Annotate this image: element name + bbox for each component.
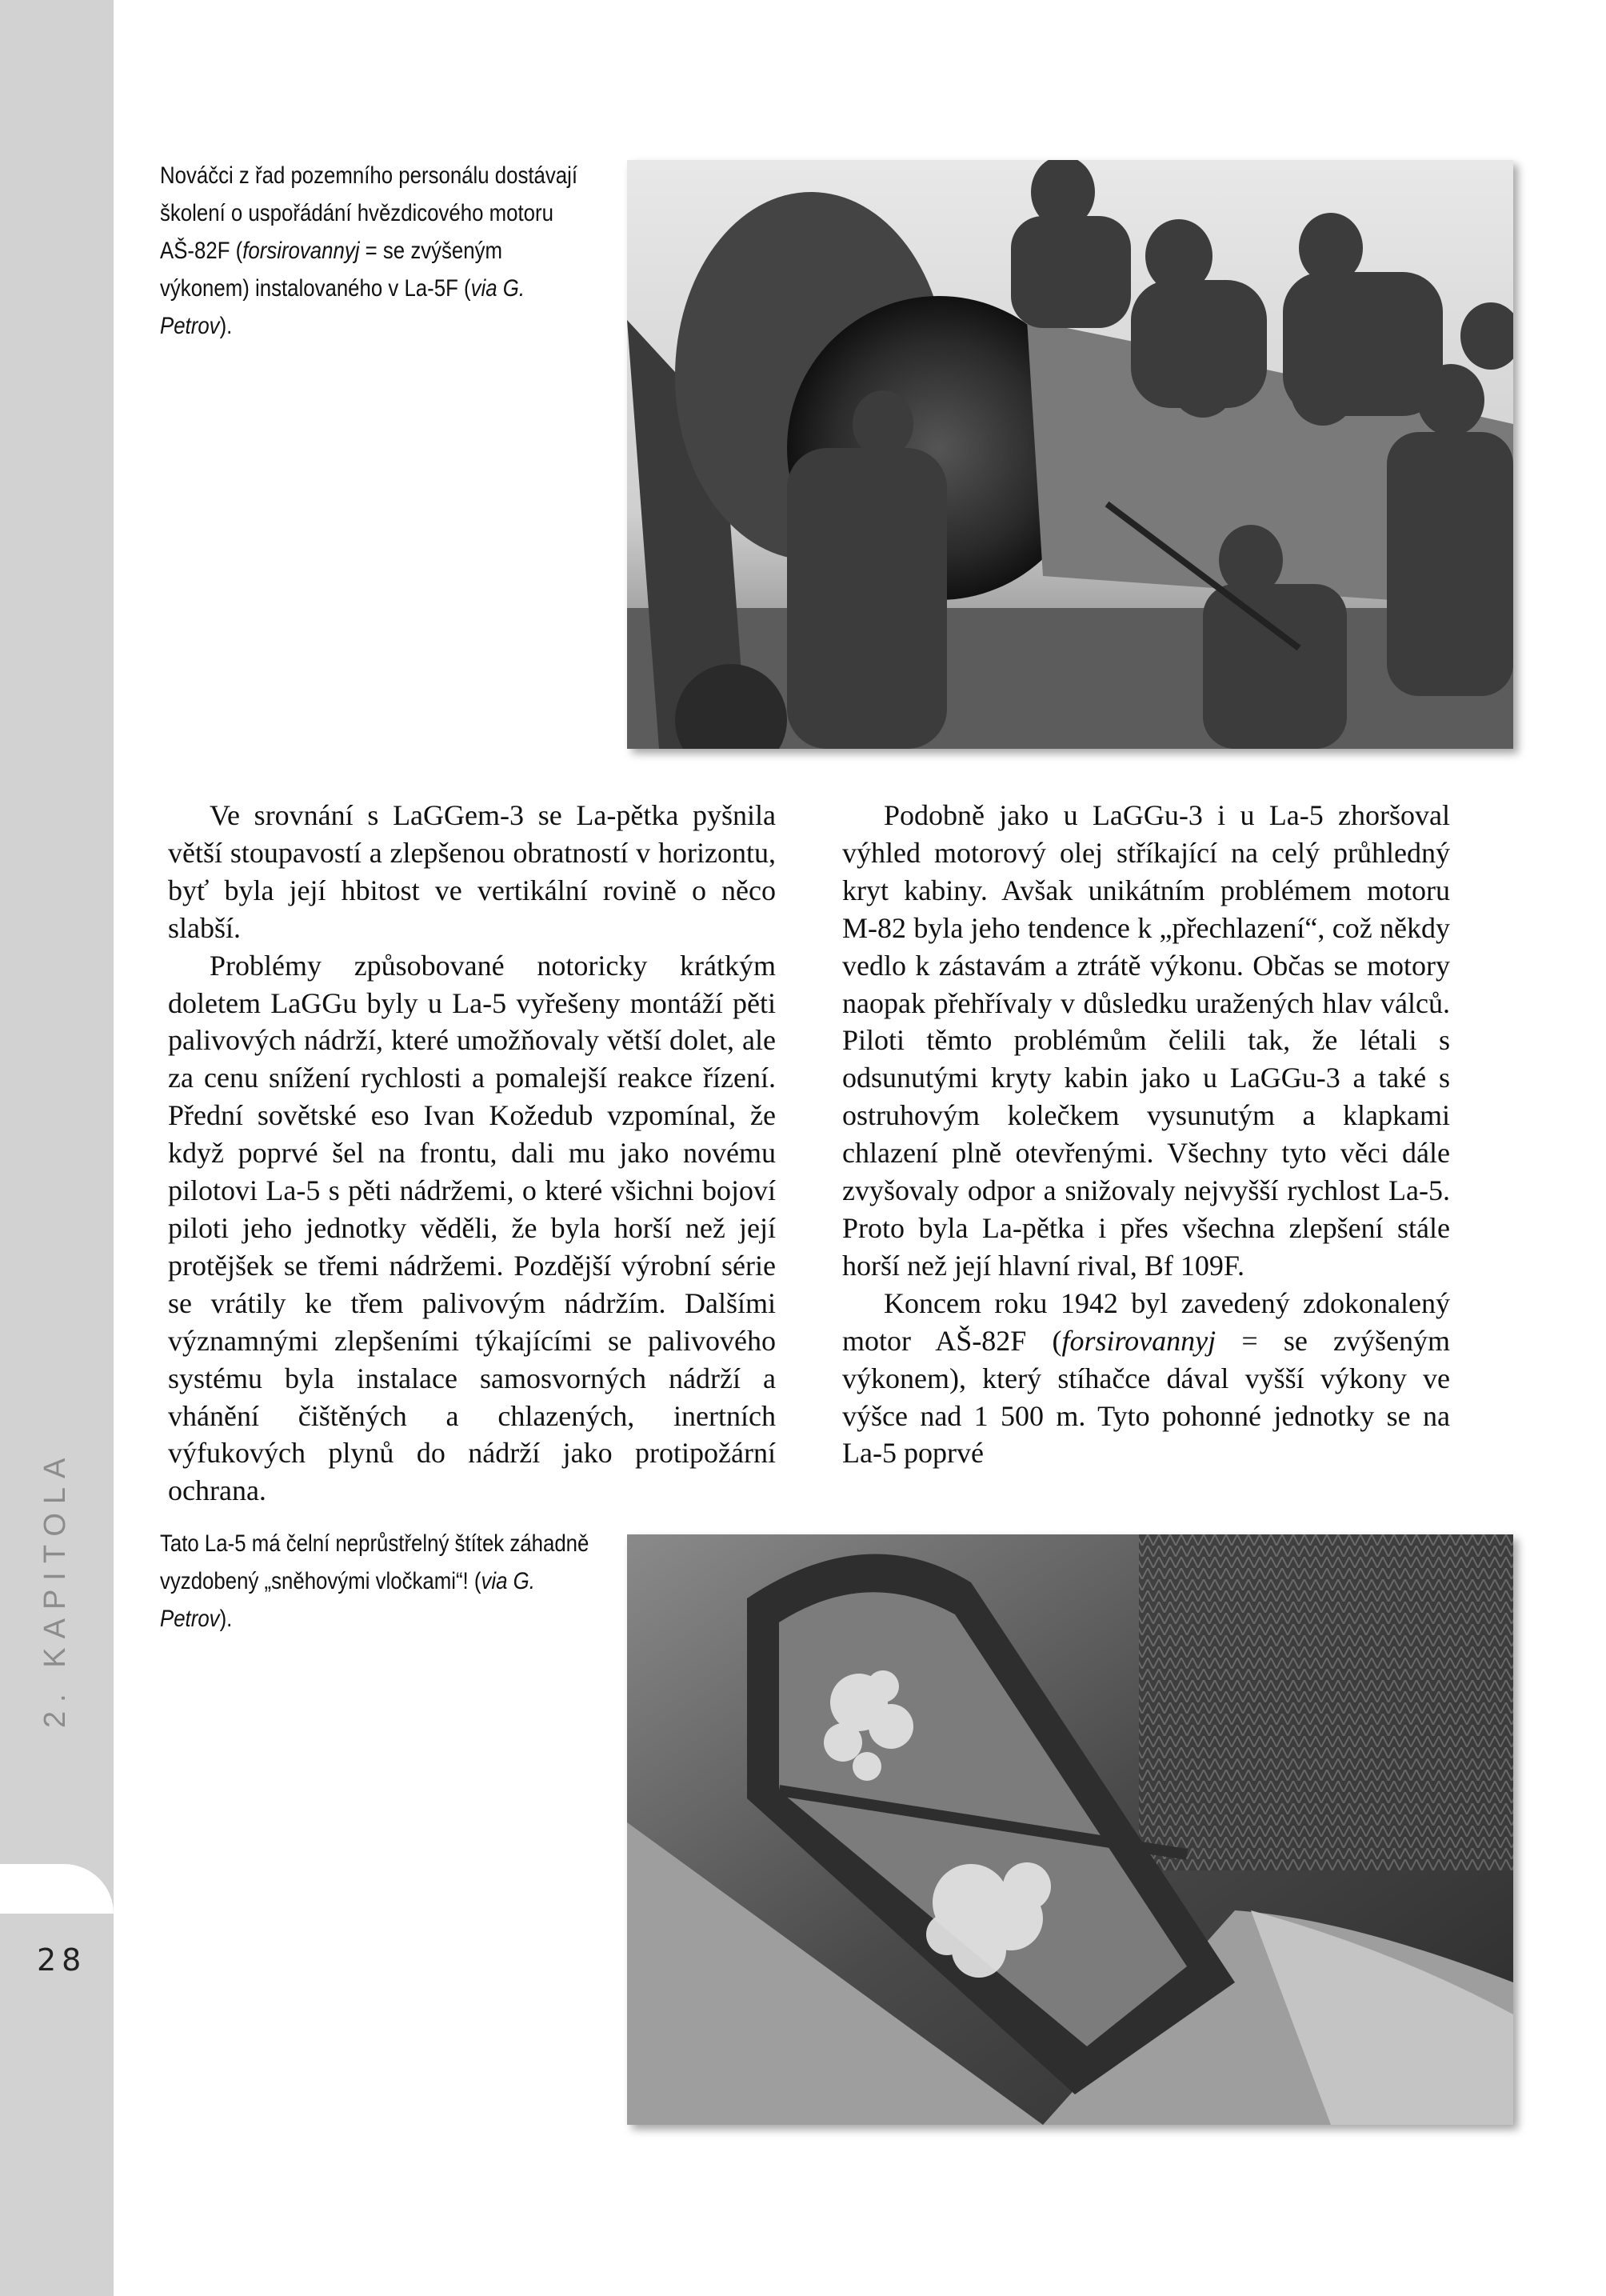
paragraph: Koncem roku 1942 byl zavedený zdokonalený motor AŠ-82F (forsirovannyj = se zvýšeným výkonem), který stíhačce dával vyšší výkony ve výšce nad 1 500 m. Tyto pohonné jednotky se na La-5 poprvé [842, 1286, 1450, 1470]
paragraph: Podobně jako u LaGGu-3 i u La-5 zhoršoval výhled motorový olej stříkající na celý průhledný kryt kabiny. Avšak unikátním problémem motoru M-82 byla jeho tendence k „přechlazení“, což někdy vedlo k zástavám a ztrátě výkonu. Občas se motory naopak přehřívaly v důsledku uražených hlav válců. Piloti těmto problémům čelili tak, že létali s odsunutými kryty kabin jako u LaGGu-3 a také s ostruhovým kolečkem vysunutým a klapkami chlazení plně otevřenými. Všechny tyto věci dále zvyšovaly odpor a snižovaly nejvyšší rychlost La-5. Proto byla La-pětka i přes všechna zlepšení stále horší než její hlavní rival, Bf 109F. [842, 799, 1450, 1282]
chapter-label: 2. KAPITOLA [38, 1449, 72, 1728]
body-text-right-column [842, 797, 1450, 1472]
photo-caption-2: Tato La-5 má čelní neprůstřelný štítek záhadně vyzdobený „sněhovými vločkami“! (via G. Petrov). [160, 1530, 589, 1632]
windscreen-photo [627, 1534, 1513, 2125]
engine-training-photo [627, 160, 1513, 749]
body-text-left-column [168, 797, 776, 1510]
photo-caption-1: Nováčci z řad pozemního personálu dostávají školení o uspořádání hvězdicového motoru AŠ-82F (forsirovannyj = se zvýšeným výkonem) instalovaného v La-5F (via G. Petrov). [160, 162, 578, 339]
page-number: 28 [37, 1942, 87, 1978]
paragraph: Ve srovnání s LaGGem-3 se La-pětka pyšnila větší stoupavostí a zlepšenou obratností v horizontu, byť byla její hbitost ve vertikální rovině o něco slabší. [168, 799, 776, 944]
paragraph: Problémy způsobované notoricky krátkým doletem LaGGu byly u La-5 vyřešeny montáží pěti palivových nádrží, které umožňovaly větší dolet, ale za cenu snížení rychlosti a pomalejší reakce řízení. Přední sovětské eso Ivan Kožedub vzpomínal, že když poprvé šel na frontu, dali mu jako novému pilotovi La-5 s pěti nádržemi, o které všichni bojoví piloti jeho jednotky věděli, že byla horší než její protějšek se třemi nádržemi. Pozdější výrobní série se vrátily ke třem palivovým nádržím. Dalšími významnými zlepšeními týkajícími se palivového systému byla instalace samosvorných nádrží a vhánění čištěných a chlazených, inertních výfukových plynů do nádrží jako protipožární ochrana. [168, 949, 776, 1507]
